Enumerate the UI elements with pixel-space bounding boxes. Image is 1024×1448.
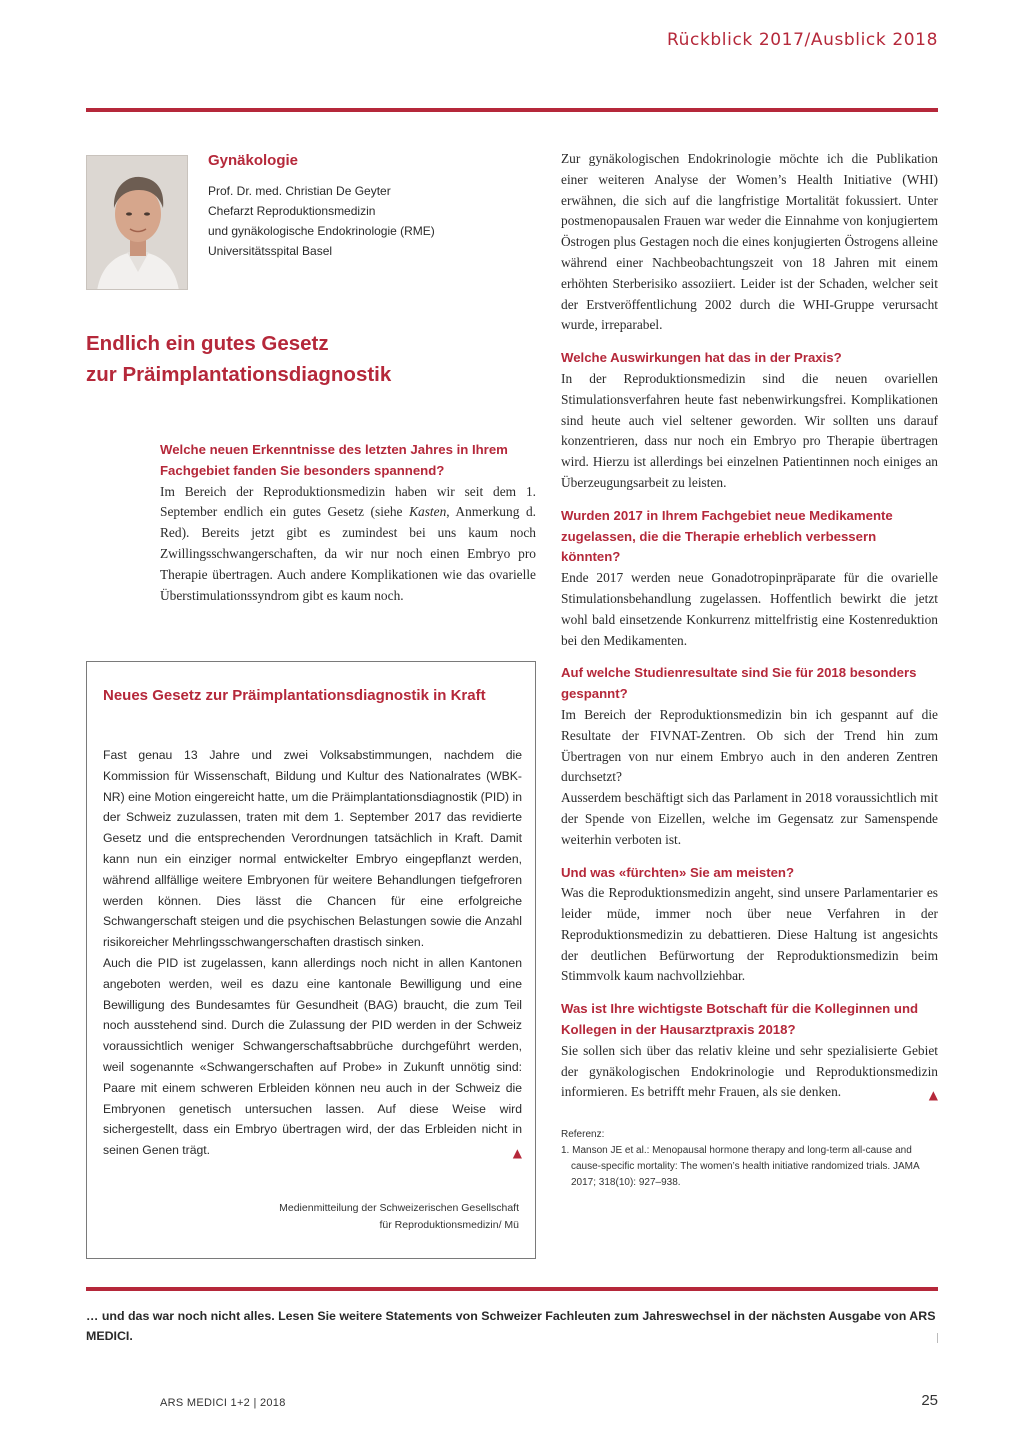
question-6: Was ist Ihre wichtigste Botschaft für die Kolleginnen und Kollegen in der Hausarztpraxis 2018?: [561, 1001, 919, 1038]
answer-4b: Ausserdem beschäftigt sich das Parlament in 2018 voraussichtlich mit der Spende von Eizellen, welche im Gegensatz zur Samenspende weiterhin verboten ist.: [561, 790, 938, 847]
section-label: Gynäkologie: [208, 152, 299, 169]
running-head: Rückblick 2017/Ausblick 2018: [667, 30, 938, 50]
article-headline: [86, 328, 526, 390]
answer-5: Was die Reproduktionsmedizin angeht, sind unsere Parlamentarier es leider müde, immer noch über neue Verfahren in der Reproduktionsmedizin zu debattieren. Diese Haltung ist angesichts der deutlichen Befürwortung der Reproduktionsmedizin beim Stimmvolk kaum nachvollziehbar.: [561, 885, 938, 984]
question-3: Wurden 2017 in Ihrem Fachgebiet neue Medikamente zugelassen, die die Therapie erheblich verbessern könnten?: [561, 507, 893, 565]
references: [561, 1127, 938, 1191]
author-role: Chefarzt Reproduktionsmedizin: [208, 204, 376, 218]
left-qa-block: [160, 440, 536, 606]
headline-line-2: zur Präimplantationsdiagnostik: [86, 363, 392, 386]
footer-note: … und das war noch nicht alles. Lesen Sie weitere Statements von Schweizer Fachleuten zum Jahreswechsel in der nächsten Ausgabe von ARS MEDICI.: [86, 1309, 936, 1343]
answer-3: Ende 2017 werden neue Gonadotropinpräparate für die ovarielle Stimulationsbehandlung zugelassen. Hoffentlich bewirkt die jetzt wohl bald einsetzende Konkurrenz mittelfristig eine Kostenreduktion bei den Medikamenten.: [561, 570, 938, 648]
answer-6: Sie sollen sich über das relativ kleine und sehr spezialisierte Gebiet der gynäkologischen Endokrinologie und Reproduktionsmedizin informieren. Es betrifft mehr Frauen, als sie denken. ▲: [561, 1041, 938, 1103]
info-box-paragraph: Fast genau 13 Jahre und zwei Volksabstimmungen, nachdem die Kommission für Wissenschaft, Bildung und Kultur des Nationalrates (WBK-NR) eine Motion eingereicht hatte, um die Präimplantationsdiagnostik (PID) in der Schweiz zuzulassen, traten mit dem 1. September 2017 das revidierte Gesetz und die entsprechenden Verordnungen tatsächlich in Kraft. Damit kann nun ein einziger normal entwickelter Embryo eingepflanzt werden, während allfällige weitere Embryonen für weitere Behandlungen tiefgefroren werden können. Dies lässt die Chancen für eine erfolgreiche Schwangerschaft steigen und die psychischen Belastungen sowie die Anzahl risikoreicher Mehrlingsschwangerschaften drastisch sinken.: [103, 748, 522, 950]
info-box-title: Neues Gesetz zur Präimplantationsdiagnostik in Kraft: [103, 687, 486, 704]
intro-paragraph: Zur gynäkologischen Endokrinologie möchte ich die Publikation einer weiteren Analyse der Women’s Health Initiative (WHI) erwähnen, die sich auf die langfristige Mortalität fokussiert. Unter postmenopausalen Frauen war weder die Einnahme von konjugiertem Östrogen plus Gestagen noch die eines konjugierten Östrogens alleine während einer Nachbeobachtungszeit von 18 Jahren mit einem erhöhten Sterberisiko assoziiert. Leider ist der Schaden, welcher seit der Erstveröffentlichung 2002 durch die WHI-Gruppe verursacht wurde, irreparabel.: [561, 151, 938, 333]
author-portrait: [86, 155, 188, 290]
author-name: Prof. Dr. med. Christian De Geyter: [208, 184, 391, 198]
reference-item: 1. Manson JE et al.: Menopausal hormone therapy and long-term all-cause and cause-specific mortality: The women’s health initiative randomized trials. JAMA 2017; 318(10): 927–938.: [561, 1145, 920, 1189]
box-reference: Kasten: [409, 504, 447, 520]
author-institution: Universitätsspital Basel: [208, 244, 333, 258]
question-5: Und was «fürchten» Sie am meisten?: [561, 864, 795, 880]
answer-1: Im Bereich der Reproduktionsmedizin haben wir seit dem 1. September endlich ein gutes Gesetz (siehe Kasten, Anmerkung d. Red). Bereits jetzt gibt es zumindest bei uns kaum noch Zwillingsschwangerschaften, da wir nur noch einen Embryo pro Therapie übertragen. Auch andere Komplikationen wie das ovarielle Überstimulationssyndrom gibt es kaum noch.: [160, 483, 536, 603]
right-column: [561, 149, 938, 1191]
info-box-paragraph: Auch die PID ist zugelassen, kann allerdings noch nicht in allen Kantonen angeboten werden, weil es dazu eine kantonale Bewilligung und eine Bewilligung des Bundesamtes für Gesundheit (BAG) braucht, die zum Teil noch ausstehend sind. Durch die Zulassung der PID werden in der Schweiz voraussichtlich weniger Schwangerschaftsabbrüche durchgeführt werden, weil sogenannte «Schwangerschaften auf Probe» in Zukunft unnötig sind: Paare mit einem schweren Erbleiden können neu auch in der Schweiz die Embryonen genetisch untersuchen lassen. Auf diese Weise wird sichergestellt, dass ein Embryo übertragen wird, der das Erbleiden nicht in seinen Genen trägt. ▲: [103, 953, 522, 1161]
info-box-body: [103, 745, 522, 1164]
headline-line-1: Endlich ein gutes Gesetz: [86, 332, 329, 355]
author-block: [208, 152, 528, 261]
author-department: und gynäkologische Endokrinologie (RME): [208, 224, 435, 238]
page-number: 25: [921, 1392, 938, 1409]
answer-4a: Im Bereich der Reproduktionsmedizin bin ich gespannt auf die Resultate der FIVNAT-Zentren. Ob sich der Trend hin zum Übertragen von nur einem Embryo auch in den anderen Zentren durchsetzt?: [561, 706, 938, 785]
question-1: Welche neuen Erkenntnisse des letzten Jahres in Ihrem Fachgebiet fanden Sie besonders spannend?: [160, 442, 508, 478]
end-mark-icon: ▲: [512, 1146, 522, 1161]
info-box: [86, 661, 536, 1259]
question-2: Welche Auswirkungen hat das in der Praxis?: [561, 350, 842, 366]
footer-divider: [937, 1333, 938, 1343]
top-rule: [86, 108, 938, 112]
end-mark-icon: ▲: [928, 1088, 938, 1103]
info-box-credit: Medienmitteilung der Schweizerischen Gesellschaft für Reproduktionsmedizin/ Mü: [279, 1202, 519, 1231]
publication-line: ARS MEDICI 1+2 | 2018: [160, 1397, 286, 1409]
bottom-rule: [86, 1287, 938, 1291]
references-heading: Referenz:: [561, 1129, 605, 1141]
answer-2: In der Reproduktionsmedizin sind die neuen ovariellen Stimulationsverfahren heute fast nebenwirkungsfrei. Komplikationen sind heute auch viel seltener geworden. Wir sollten uns darauf konzentrieren, dass nur noch ein Embryo pro Therapie übertragen wird. Hierzu ist allerdings bei einzelnen Patientinnen noch einiges an Überzeugungsarbeit zu leisten.: [561, 370, 938, 490]
question-4: Auf welche Studienresultate sind Sie für 2018 besonders gespannt?: [561, 665, 917, 702]
